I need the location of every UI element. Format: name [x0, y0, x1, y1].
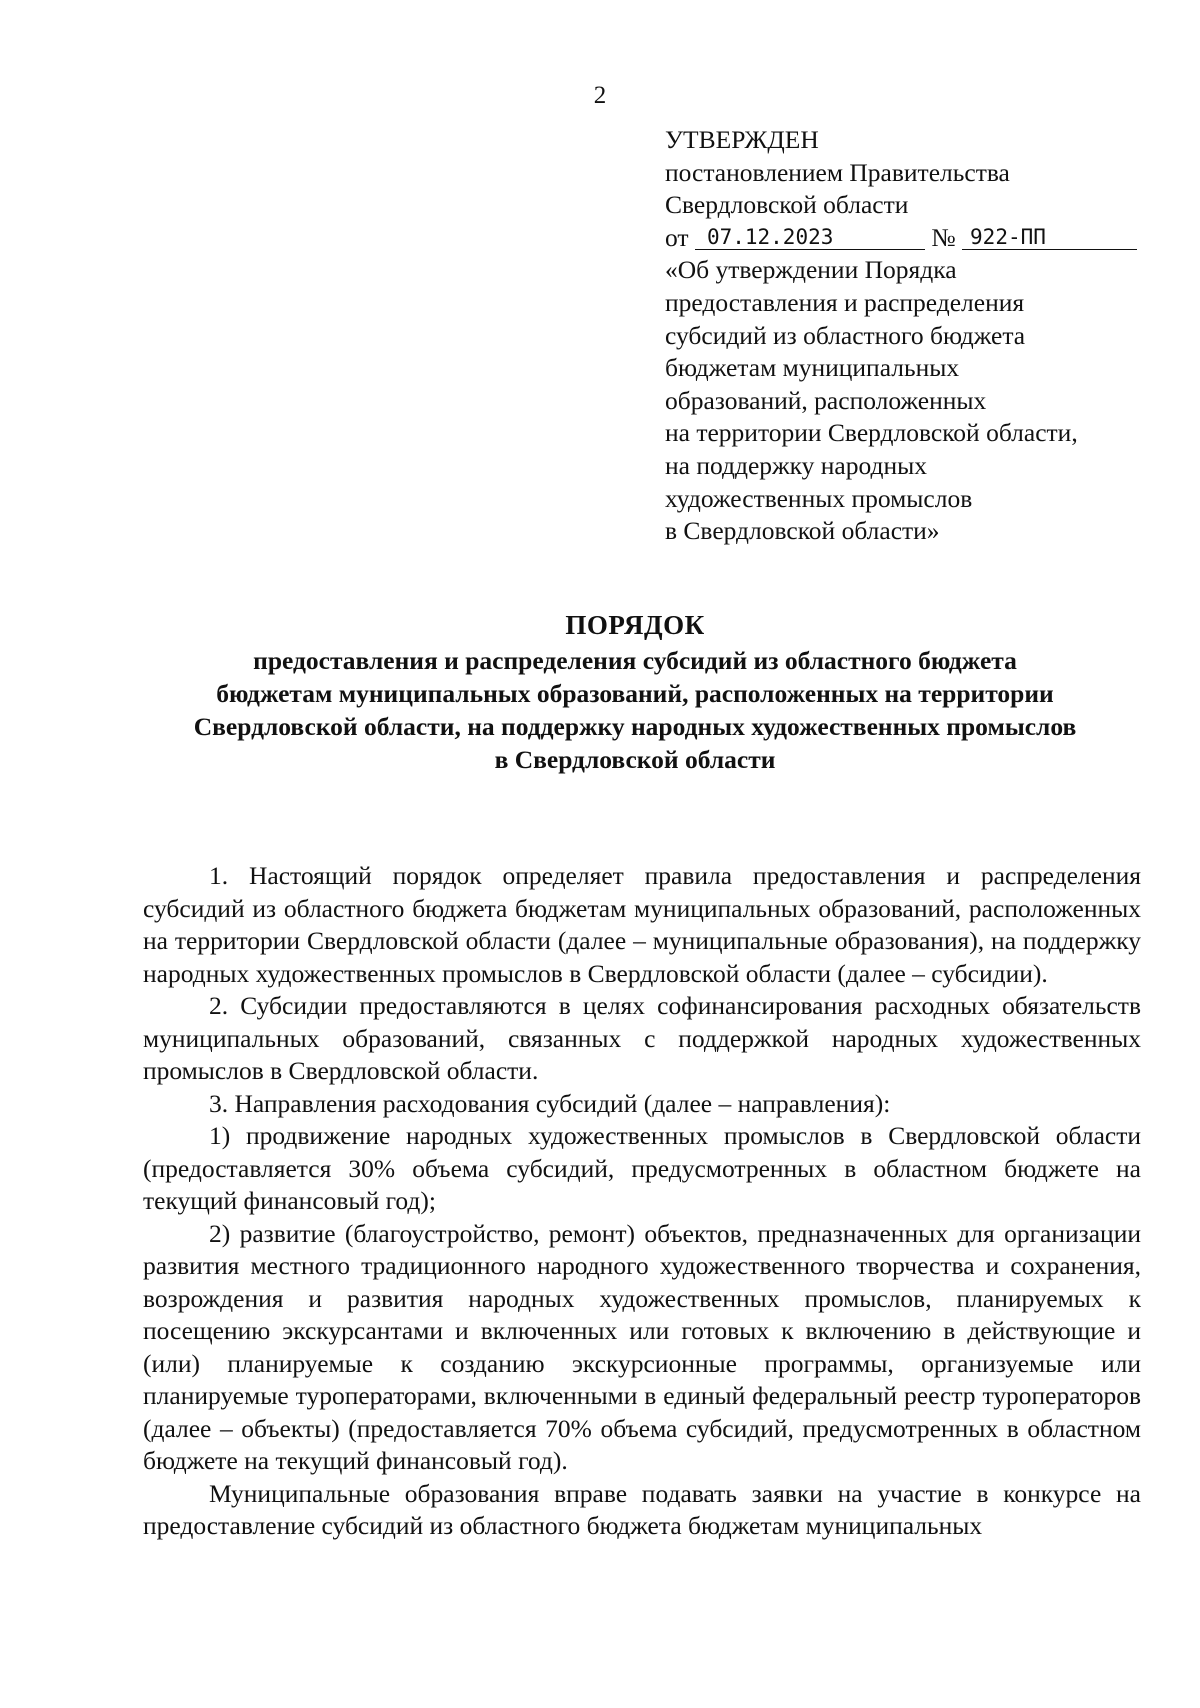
- date-field: 07.12.2023: [695, 225, 925, 250]
- approval-subject-line: в Свердловской области»: [665, 516, 940, 546]
- approval-line: постановлением Правительства: [665, 157, 1010, 187]
- title-line: бюджетам муниципальных образований, расположенных на территории: [216, 679, 1054, 708]
- approval-subject-line: бюджетам муниципальных: [665, 353, 960, 383]
- approval-stamp: [665, 124, 1135, 548]
- approval-date-line: [665, 222, 1135, 255]
- paragraph-3: 3. Направления расходования субсидий (далее – направления):: [209, 1088, 891, 1118]
- approval-line: Свердловской области: [665, 190, 909, 220]
- approval-subject-line: на территории Свердловской области,: [665, 418, 1078, 448]
- document-title: [0, 609, 1200, 776]
- approval-subject-line: на поддержку народных: [665, 450, 928, 480]
- paragraph-continuation: Муниципальные образования вправе подавать заявки на участие в конкурсе на предоставление субсидий из областного бюджета бюджетам муниципальных: [143, 1478, 1141, 1540]
- approval-subject-line: художественных промыслов: [665, 483, 973, 513]
- paragraph-1: 1. Настоящий порядок определяет правила предоставления и распределения субсидий из областного бюджета бюджетам муниципальных образований, расположенных на территории Свердловской области (далее – муниципальные образования), на поддержку народных художественных промыслов в Свердловской области (далее – субсидии).: [143, 861, 1141, 988]
- paragraph-3-2: 2) развитие (благоустройство, ремонт) объектов, предназначенных для организации развития местного традиционного народного художественного творчества и сохранения, возрождения и развития народных художественных промыслов, планируемых к посещению экскурсантами и включенных или готовых к включению в действующие и (или) планируемые к созданию экскурсионные программы, организуемые или планируемые туроператорами, включенными в единый федеральный реестр туроператоров (далее – объекты) (предоставляется 70% объема субсидий, предусмотренных в областном бюджете на текущий финансовый год).: [143, 1218, 1141, 1475]
- title-line: в Свердловской области: [494, 745, 776, 774]
- approval-subject-line: образований, расположенных: [665, 385, 987, 415]
- approval-subject-line: «Об утверждении Порядка: [665, 255, 957, 285]
- title-line: предоставления и распределения субсидий из областного бюджета: [253, 646, 1017, 675]
- number-sign: №: [931, 222, 956, 252]
- approval-subject-line: субсидий из областного бюджета: [665, 320, 1026, 350]
- approval-subject-line: предоставления и распределения: [665, 287, 1025, 317]
- paragraph-3-1: 1) продвижение народных художественных промыслов в Свердловской области (предоставляется 30% объема субсидий, предусмотренных в областном бюджете на текущий финансовый год);: [143, 1121, 1141, 1215]
- date-prefix: от: [665, 222, 689, 252]
- paragraph-2: 2. Субсидии предоставляются в целях софинансирования расходных обязательств муниципальных образований, связанных с поддержкой народных художественных промыслов в Свердловской области.: [143, 991, 1141, 1085]
- title-line: Свердловской области, на поддержку народных художественных промыслов: [193, 712, 1077, 741]
- number-field: 922-ПП: [962, 225, 1137, 250]
- title-main: ПОРЯДОК: [565, 610, 705, 640]
- approval-heading: УТВЕРЖДЕН: [665, 125, 819, 154]
- document-body: [143, 860, 1141, 1543]
- page-number: 2: [593, 82, 607, 109]
